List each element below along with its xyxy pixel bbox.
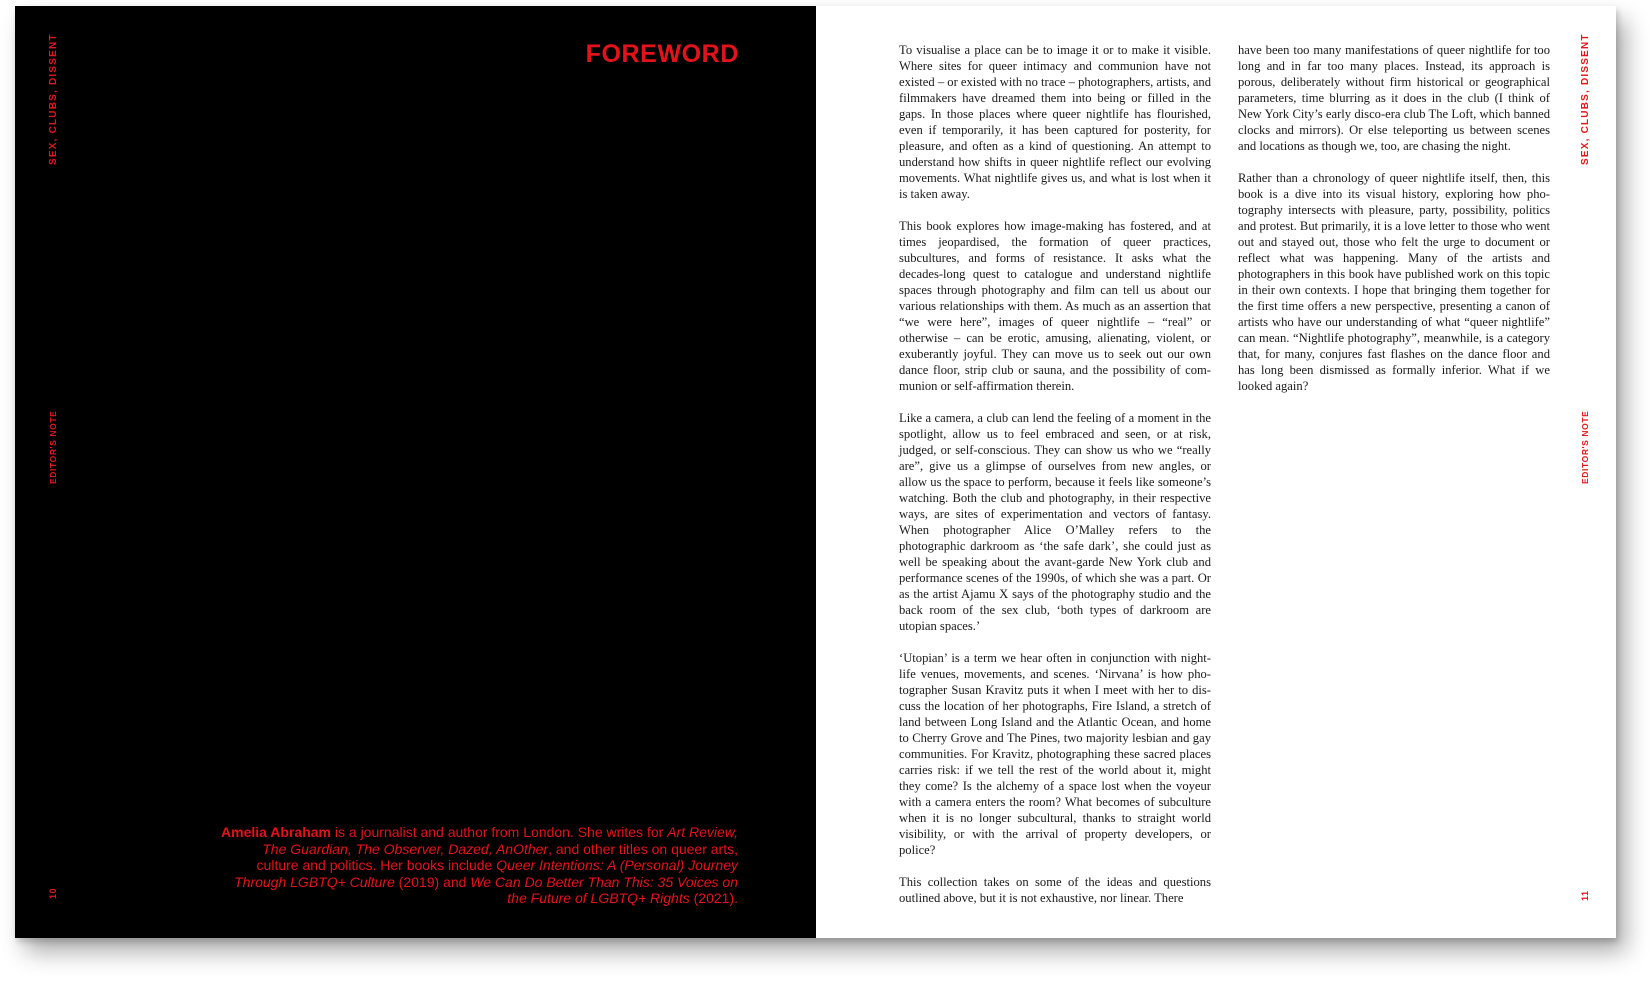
paragraph: have been too many manifestations of queer nightlife for too long and in far too many places. Instead, its approach is porous, deliberately without firm historical or geographical parameters, time blurring as it does in the club (I think of New York City’s early disco-era club The Loft, which banned clocks and mirrors). Or else teleporting us between scenes and locations as though we, too, are chasing the night. [1238,43,1550,153]
page-title: FOREWORD [585,40,739,68]
paragraph: Rather than a chronology of queer nightlife itself, then, this book is a dive into its visual history, exploring how photography intersects with pleasure, party, possibility, politics and protest. But primarily, it is a love letter to those who went out and stayed out, those who felt the urge to document or reflect what was happening. Many of the artists and photographers in this book have published work on this topic in their own contexts. I hope that bringing them together for the first time offers a new perspective, presenting a canon of artists who have our understanding of what “queer nightlife” can mean. “Nightlife photography”, meanwhile, is a category that, for many, conjures fast flashes on the dance floor and has long been dismissed as formally inferior. What if we looked again? [1238,171,1550,393]
book-title: We Can Do Better Than This: 35 Voices on the Future of LGBTQ+ Rights [470,873,738,907]
publication-list: Art Review, The Guardian, The Observer, Dazed, AnOther [262,824,738,857]
running-header-right: SEX, CLUBS, DISSENT [1580,33,1591,165]
paragraph: Like a camera, a club can lend the feeling of a moment in the spotlight, allow us to feel embraced and seen, or at risk, judged, or self-conscious. They can show us who we “really are”, give us a glimpse of ourselves from new angles, or allow us the space to perform, because it feels like someone’s watching. Both the club and photography, in their respective ways, are sites of experimentation and vectors of fantasy. When photographer Alice O’Malley refers to the photographic darkroom as ‘the safe dark’, she could just as well be speaking about the avant-garde New York club and performance scenes of the 1990s, of which she was a part. Or as the artist Ajamu X says of the photography studio and the back room of the sex club, ‘both types of darkroom are utopian spaces.’ [899,411,1211,633]
author-name: Amelia Abraham [221,824,331,840]
book-spread [15,6,1616,938]
text-column-1 [899,42,1211,922]
paragraph: This book explores how image-making has fostered, and at times jeopardised, the formation of queer practices, subcultures, and forms of resistance. It asks what the decades-long quest to catalogue and understand nightlife spaces through photography and film can tell us about our various relationships with them. As much as an assertion that “we were here”, images of queer nightlife – “real” or otherwise – can be erotic, amusing, alienating, violent, or exuberantly joyful. They can move us to seek out our own dance floor, strip club or sauna, and the possibility of communion or self-affirmation therein. [899,219,1211,393]
left-page [15,6,816,938]
book-title: Queer Intentions: A (Personal) Journey Through LGBTQ+ Culture [234,857,738,890]
page-number-left: 10 [48,887,58,899]
paragraph: ‘Utopian’ is a term we hear often in conjunction with nightlife venues, movements, and scenes. ‘Nirvana’ is how photographer Susan Kravitz puts it when I meet with her to discuss the location of her photographs, Fire Island, a stretch of land between Long Island and the Atlantic Ocean, and home to Cherry Grove and The Pines, two majority lesbian and gay communities. For Kravitz, photographing these sacred places carries risk: if we tell the rest of the world about it, might they come? Is the alchemy of a space lost when the voyeur with a camera enters the room? What becomes of subculture when it is no longer subcultural, thanks to straight world visibility, or with the arrival of property developers, or police? [899,651,1211,857]
running-header-left: SEX, CLUBS, DISSENT [48,33,59,165]
bio-text: , and other titles on queer arts, culture and politics. Her books include [256,840,738,874]
bio-text: (2021). [689,890,738,907]
bio-text: is a journalist and author from London. She writes for [331,824,668,840]
section-label-right: EDITOR'S NOTE [1580,410,1590,484]
section-label-left: EDITOR'S NOTE [48,410,58,484]
paragraph: To visualise a place can be to image it or to make it visible. Where sites for queer intimacy and communion have not existed – or existed with no trace – photographers, artists, and filmmakers have dreamed them into being or filled in the gaps. In those places where queer nightlife has flourished, even if temporarily, it has been captured for posterity, for pleasure, and often as a kind of questioning. An attempt to understand how shifts in queer nightlife reflect our evolving movements. What nightlife gives us, and what is lost when it is taken away. [899,43,1211,201]
text-column-2 [1238,42,1550,410]
paragraph: This collection takes on some of the ideas and questions outlined above, but it is not exhaustive, nor linear. There [899,875,1211,905]
right-page [816,6,1616,938]
author-bio [218,824,738,907]
page-number-right: 11 [1580,890,1590,901]
bio-text: (2019) and [394,873,471,890]
